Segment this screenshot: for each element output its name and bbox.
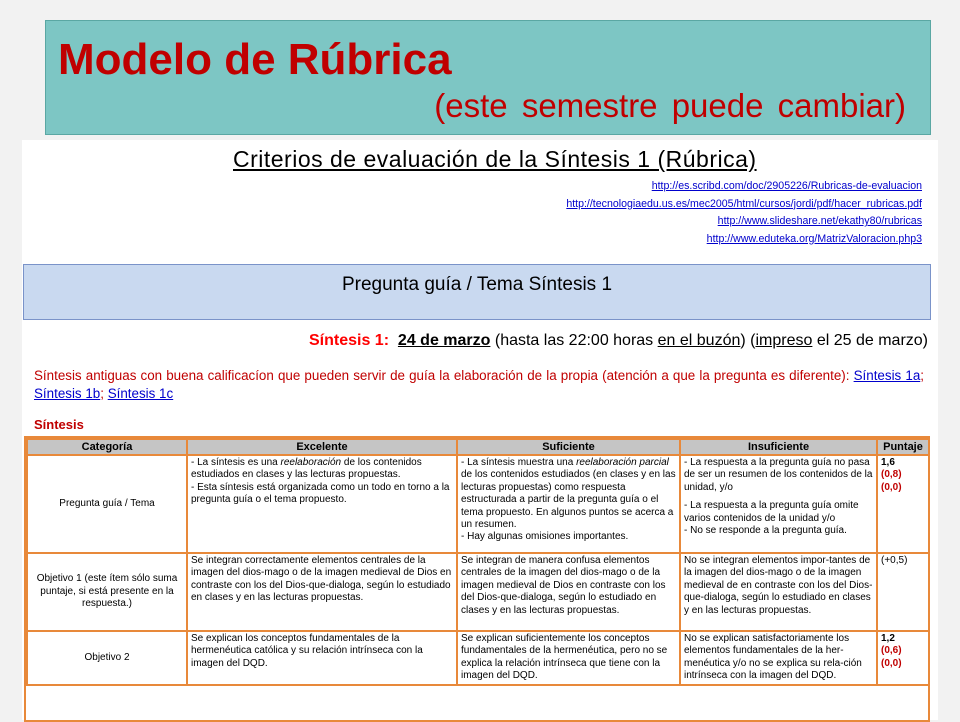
excelente-cell: Se integran correctamente elementos centrales de la imagen del dios-mago o de la imagen medieval de Dios en contraste con los del Dios-que-dialoga, según lo estudiado en clases y en las lecturas propuestas.: [187, 553, 457, 631]
deadline-line: [309, 332, 928, 350]
deadline-printed: impreso: [755, 332, 813, 349]
text-part: - La síntesis es una: [191, 457, 281, 468]
link-sintesis-1c[interactable]: Síntesis 1c: [107, 386, 174, 401]
excelente-cell: [187, 455, 457, 553]
document-page: [22, 140, 938, 720]
puntaje-cell: [877, 631, 929, 685]
slide-title: Modelo de Rúbrica: [58, 35, 452, 84]
insuficiente-cell: No se explican satisfactoriamente los elementos fundamentales de la her-menéutica y/o no se explica su rela-ción intrínseca con la imagen del DQD.: [680, 631, 877, 685]
reference-link-scribd[interactable]: http://es.scribd.com/doc/2905226/Rubricas-de-evaluacion: [651, 180, 922, 192]
reference-link-eduteka[interactable]: http://www.eduteka.org/MatrizValoracion.php3: [706, 232, 922, 245]
points-main: 1,6: [881, 457, 895, 468]
category-cell: Objetivo 2: [27, 631, 187, 685]
rubric-row-pregunta: [27, 455, 929, 553]
excelente-cell: Se explican los conceptos fundamentales de la hermenéutica católica y su relación intrínseca con la imagen del DQD.: [187, 631, 457, 685]
section-label: Síntesis: [34, 417, 84, 432]
deadline-part1: (hasta las 22:00 horas: [494, 332, 654, 349]
deadline-part2: ) (: [740, 332, 756, 349]
points-partial: (0,8): [881, 469, 902, 481]
points-partial: (0,6): [881, 645, 902, 657]
rubric-table: [24, 436, 930, 722]
deadline-mailbox: en el buzón: [657, 332, 741, 349]
header-excelente: Excelente: [187, 439, 457, 455]
deadline-label: Síntesis 1:: [309, 332, 390, 349]
header-insuficiente: Insuficiente: [680, 439, 877, 455]
text-part: de los contenidos estudiados (en clases y en las lecturas propuestas) como respuesta estructurada a partir de la pregunta guía o el tema propuesto. En algunos puntos se acerca a un resumen.: [461, 469, 676, 531]
category-cell: Pregunta guía / Tema: [27, 455, 187, 553]
question-box: [23, 264, 931, 320]
excelente-line-2: - Esta síntesis está organizada como un todo en torno a la pregunta guía o el tema propuesto.: [191, 481, 450, 506]
suficiente-cell: [457, 455, 680, 553]
old-synthesis-notice: Síntesis antiguas con buena calificacíon que pueden servir de guía la elaboración de la propia (atención a que la pregunta es diferente): Síntesis 1a; Síntesis 1b; Síntesis 1c: [34, 368, 924, 401]
reference-links: [566, 178, 922, 248]
reference-link-slideshare[interactable]: http://www.slideshare.net/ekathy80/rubricas: [717, 215, 922, 227]
rubric-header-row: [27, 439, 929, 455]
points-none: (0,0): [881, 481, 902, 493]
insuficiente-cell: No se integran elementos impor-tantes de la imagen del dios-mago o de la imagen medieval de en contraste con los del Dios-que-dialoga, según lo estudiado en clases y en las lecturas propuestas.: [680, 553, 877, 631]
suficiente-line-1: [461, 457, 676, 531]
insuficiente-cell: [680, 455, 877, 553]
puntaje-cell: (+0,5): [877, 553, 929, 631]
points-main: 1,2: [881, 633, 895, 644]
text-italic: reelaboración: [280, 457, 342, 468]
slide-subtitle: (este semestre puede cambiar): [434, 87, 906, 124]
suficiente-line-2: - Hay algunas omisiones importantes.: [461, 531, 629, 543]
question-label: Pregunta guía / Tema Síntesis 1: [341, 274, 613, 295]
points-none: (0,0): [881, 657, 902, 669]
header-categoria: Categoría: [27, 439, 187, 455]
header-puntaje: Puntaje: [877, 439, 929, 455]
puntaje-cell: [877, 455, 929, 553]
deadline-date: 24 de marzo: [397, 332, 491, 349]
suficiente-cell: Se integran de manera confusa elementos centrales de la imagen del dios-mago o de la imagen medieval de Dios en contraste con los del Dios-que-dialoga, según lo estudiado en clases y en las lecturas propuestas.: [457, 553, 680, 631]
rubric-row-objetivo-1: [27, 553, 929, 631]
reference-link-tecnologiaedu[interactable]: http://tecnologiaedu.us.es/mec2005/html/cursos/jordi/pdf/hacer_rubricas.pdf: [566, 197, 922, 210]
old-notice-text: Síntesis antiguas con buena calificacíon que pueden servir de guía la elaboración de la propia (atención a que la pregunta es diferente):: [34, 368, 850, 383]
insuficiente-line-3: - No se responde a la pregunta guía.: [684, 525, 847, 537]
link-sintesis-1a[interactable]: Síntesis 1a: [853, 368, 921, 383]
insuficiente-line-2: - La respuesta a la pregunta guía omite varios contenidos de la unidad y/o: [684, 500, 859, 524]
text-part: de los contenidos estudiados en clases y las lecturas propuestas.: [191, 457, 422, 481]
excelente-line-1: [191, 457, 453, 482]
slide-title-box: [45, 20, 931, 135]
text-italic: reelaboración parcial: [576, 457, 669, 468]
text-part: - La síntesis muestra una: [461, 457, 577, 468]
category-cell: Objetivo 1 (este ítem sólo suma puntaje, si está presente en la respuesta.): [27, 553, 187, 631]
document-heading: Criterios de evaluación de la Síntesis 1 (Rúbrica): [233, 146, 757, 172]
rubric-row-objetivo-2: [27, 631, 929, 685]
link-sintesis-1b[interactable]: Síntesis 1b: [34, 386, 101, 401]
suficiente-cell: Se explican suficientemente los conceptos fundamentales de la hermenéutica, pero no se explica la relación intrínseca que tiene con la imagen del DQD.: [457, 631, 680, 685]
deadline-part3: el 25 de marzo): [812, 332, 928, 349]
insuficiente-line-1: - La respuesta a la pregunta guía no pasa de ser un resumen de los contenidos de la unidad, y/o: [684, 457, 873, 493]
header-suficiente: Suficiente: [457, 439, 680, 455]
